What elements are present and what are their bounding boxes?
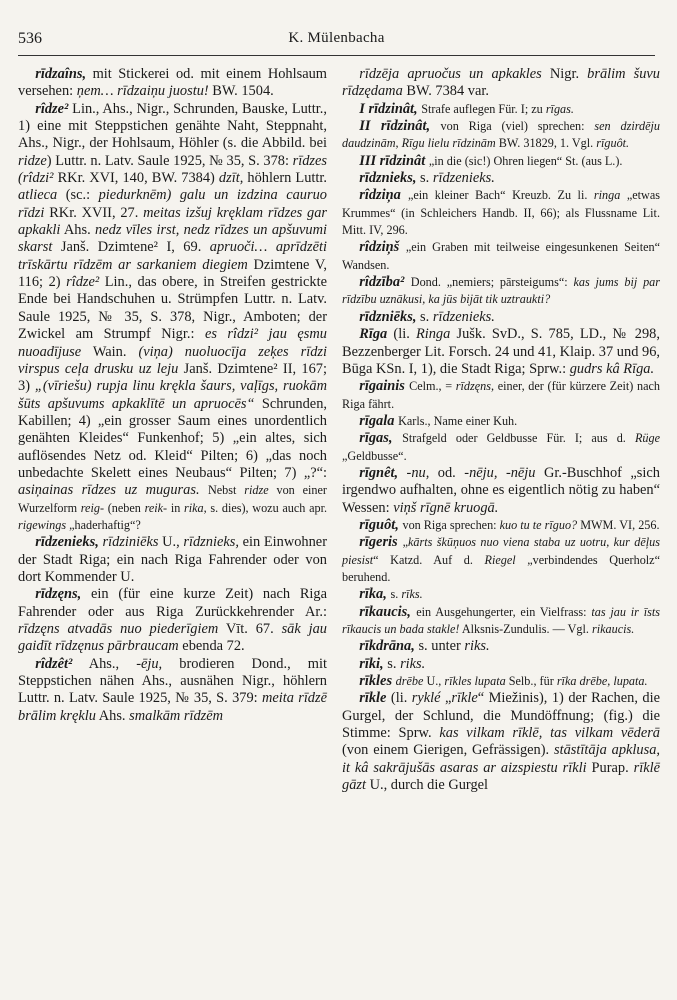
dictionary-entry: rīkaucis, ein Ausgehungerter, ein Vielfrass: tas jau ir īsts rīkaucis un bada stakle! Alksnis-Zundulis. — Vgl. rikaucis. xyxy=(342,603,660,636)
dictionary-entry: rīdzenieks, rīdziniēks U., rīdznieks, ein Einwohner der Stadt Riga; ein nach Riga Fahrender oder von dort Kommender U. xyxy=(18,534,327,585)
dictionary-entry: rîdze² Lin., Ahs., Nigr., Schrunden, Bauske, Luttr., 1) eine mit Steppstichen genähte Naht, Steppnaht, Ahs., Nigr., der Hohlsaum, Höhler (s. die Abbild. bei ridze) Luttr. n. Latv. Saule 1925, № 35, S. 378: rīdzes (rîdzi² RKr. XVI, 140, BW. 7384) dzīt, höhlern Luttr. atlieca (sc.: piedurknēm) galu un izdzina cauruo rīdzi RKr. XVII, 27. meitas izšuj kręklam rīdzes gar apkakli Ahs. nedz vīles irst, nedz rīdzes un apšuvumi skarst Janš. Dzimtene² I, 69. apruoči… aprīdzēti trīskārtu rīdzēm ar sarkaniem diegiem Dzimtene V, 116; 2) rîdze² Lin., das obere, in Streifen gestrickte Ende bei Handschuhen u. Strümpfen Luttr. n. Latv. Saule 1925, № 35, S. 378, Nigr., Amboten; der Zwickel am Strumpf Nigr.: es rîdzi² jau ęsmu nuoadījuse Wain. (viņa) nuoluocīja zeķes rīdzi virspus ceļa drusku uz leju Janš. Dzimtene² II, 167; 3) „(vīriešu) rupja linu krękla šaurs, vaļīgs, ruokām šūts apšuvums apkaklītē un apruocēs“ Schrunden, Kabillen; 4) „ein grosser Saum eines unordentlich genähten Kleides“ Funkenhof; 5) „ein altes, sich auflösendes Netz od. Kleid“ Pilten; 6) „das noch unbedachte Skelett eines Neubaus“ Pilten; 7) „?“: asiņainas rīdzes uz muguras. Nebst ridze von einer Wurzelform reig- (neben reik- in rika, s. dies), wozu auch apr. rigewings „haderhaftig“? xyxy=(18,100,328,532)
dictionary-entry: rîdzêt² Ahs., -ēju, brodieren Dond., mit Steppstichen nähen Ahs., ausnähen Nigr., höhlern Luttr. n. Latv. Saule 1925, № 35, S. 379: meita rīdzē brālim kręklu Ahs. smalkām rīdzēm xyxy=(18,655,327,724)
dictionary-entry: rîdzība² Dond. „nemiers; pārsteigums“: kas jums bij par rīdzību uznākusi, ka jūs bijāt tik uztraukti? xyxy=(342,274,660,307)
dictionary-entry: Rīga (li. Ringa Jušk. SvD., S. 785, LD., № 298, Bezzenberger Lit. Forsch. 24 und 41, Klaip. 37 und 96, Būga KSn. I, 1), die Stadt Riga; Sprw.: gudrs kâ Rīga. xyxy=(342,326,660,377)
left-column xyxy=(18,66,327,994)
page-header xyxy=(18,26,655,52)
dictionary-entry: II rīdzinât, von Riga (viel) sprechen: sen dzirdēju daudzinām, Rīgu lielu rīdzinām BW. 31829, 1. Vgl. rīguôt. xyxy=(342,118,660,151)
dictionary-entry: rīdzniēks, s. rīdzenieks. xyxy=(359,308,495,325)
header-rule xyxy=(18,55,655,56)
dictionary-entry: rīgnêt, -nu, od. -nēju, -nēju Gr.-Buschhof „sich irgendwo aufhalten, ohne es eigentlich nötig zu haben“ Wessen: viņš rīgnē kruogā. xyxy=(342,464,660,516)
dictionary-entry: rīkdrāna, s. unter riks. xyxy=(359,638,490,655)
dictionary-entry: rîdziņa „ein kleiner Bach“ Kreuzb. Zu li. ringa „etwas Krummes“ (in Schleichers Handb. II, 66); als Flussname Lit. Mitt. IV, 296. xyxy=(342,187,660,238)
dictionary-entry: rīkles drēbe U., rīkles lupata Selb., für rīka drēbe, lupata. xyxy=(359,673,648,690)
page-number: 536 xyxy=(18,30,42,47)
dictionary-entry: I rīdzinât, Strafe auflegen Für. I; zu rīgas. xyxy=(359,100,574,117)
dictionary-entry: rīkle (li. ryklé „rīkle“ Miežinis), 1) der Rachen, die Gurgel, der Schlund, die Mundöffnung; (fig.) die Stimme: Sprw. kas vilkam rīklē, tas vilkam vēderā (von einem Gierigen, Gefrässigen). stāstītāja apklusa, it kâ sakrājušās asaras ar aizspiestu rīkli Purap. rīklē gāzt U., durch die Gurgel xyxy=(342,690,661,794)
running-head: K. Mülenbacha xyxy=(288,30,385,46)
dictionary-entry: rīguôt, von Riga sprechen: kuo tu te rīguo? MWM. VI, 256. xyxy=(359,516,660,533)
dictionary-entry: rīka, s. rīks. xyxy=(359,586,423,603)
dictionary-entry: rīdzęns, ein (für eine kurze Zeit) nach Riga Fahrender oder aus Riga Zurückkehrender Ar.: rīdzęns atvadās nuo piederīgiem Vīt. 67. sāk jau gaidīt rīdzęnus pārbraucam ebenda 72. xyxy=(18,586,327,655)
dictionary-entry: rīgeris „kārts škūņuos nuo viena staba uz uotru, kur dēļus piesist“ Katzd. Auf d. Riegel „verbindendes Querholz“ beruhend. xyxy=(342,534,660,584)
dictionary-entry: III rīdzinât „in die (sic!) Ohren liegen“ St. (aus L.). xyxy=(359,152,623,169)
dictionary-entry: rīgala Karls., Name einer Kuh. xyxy=(359,412,518,429)
dictionary-entry: rīgainis Celm., = rīdzęns, einer, der (für kürzere Zeit) nach Riga fährt. xyxy=(342,378,660,411)
dictionary-entry: rîdziņš „ein Graben mit teilweise eingesunkenen Seiten“ Wandsen. xyxy=(342,239,660,272)
dictionary-entry: rīdznieks, s. rīdzenieks. xyxy=(359,170,495,187)
right-column xyxy=(342,66,660,994)
dictionary-entry: rīgas, Strafgeld oder Geldbusse Für. I; aus d. Rüge „Geldbusse“. xyxy=(342,430,660,463)
dictionary-entry: rīdzaîns, mit Stickerei od. mit einem Hohlsaum versehen: ņem… rīdzaiņu juostu! BW. 1504. xyxy=(18,66,327,100)
dictionary-entry: rīdzēja apruočus un apkakles Nigr. brālim šuvu rīdzędama BW. 7384 var. xyxy=(342,66,660,100)
dictionary-entry: rīki, s. riks. xyxy=(359,655,426,672)
